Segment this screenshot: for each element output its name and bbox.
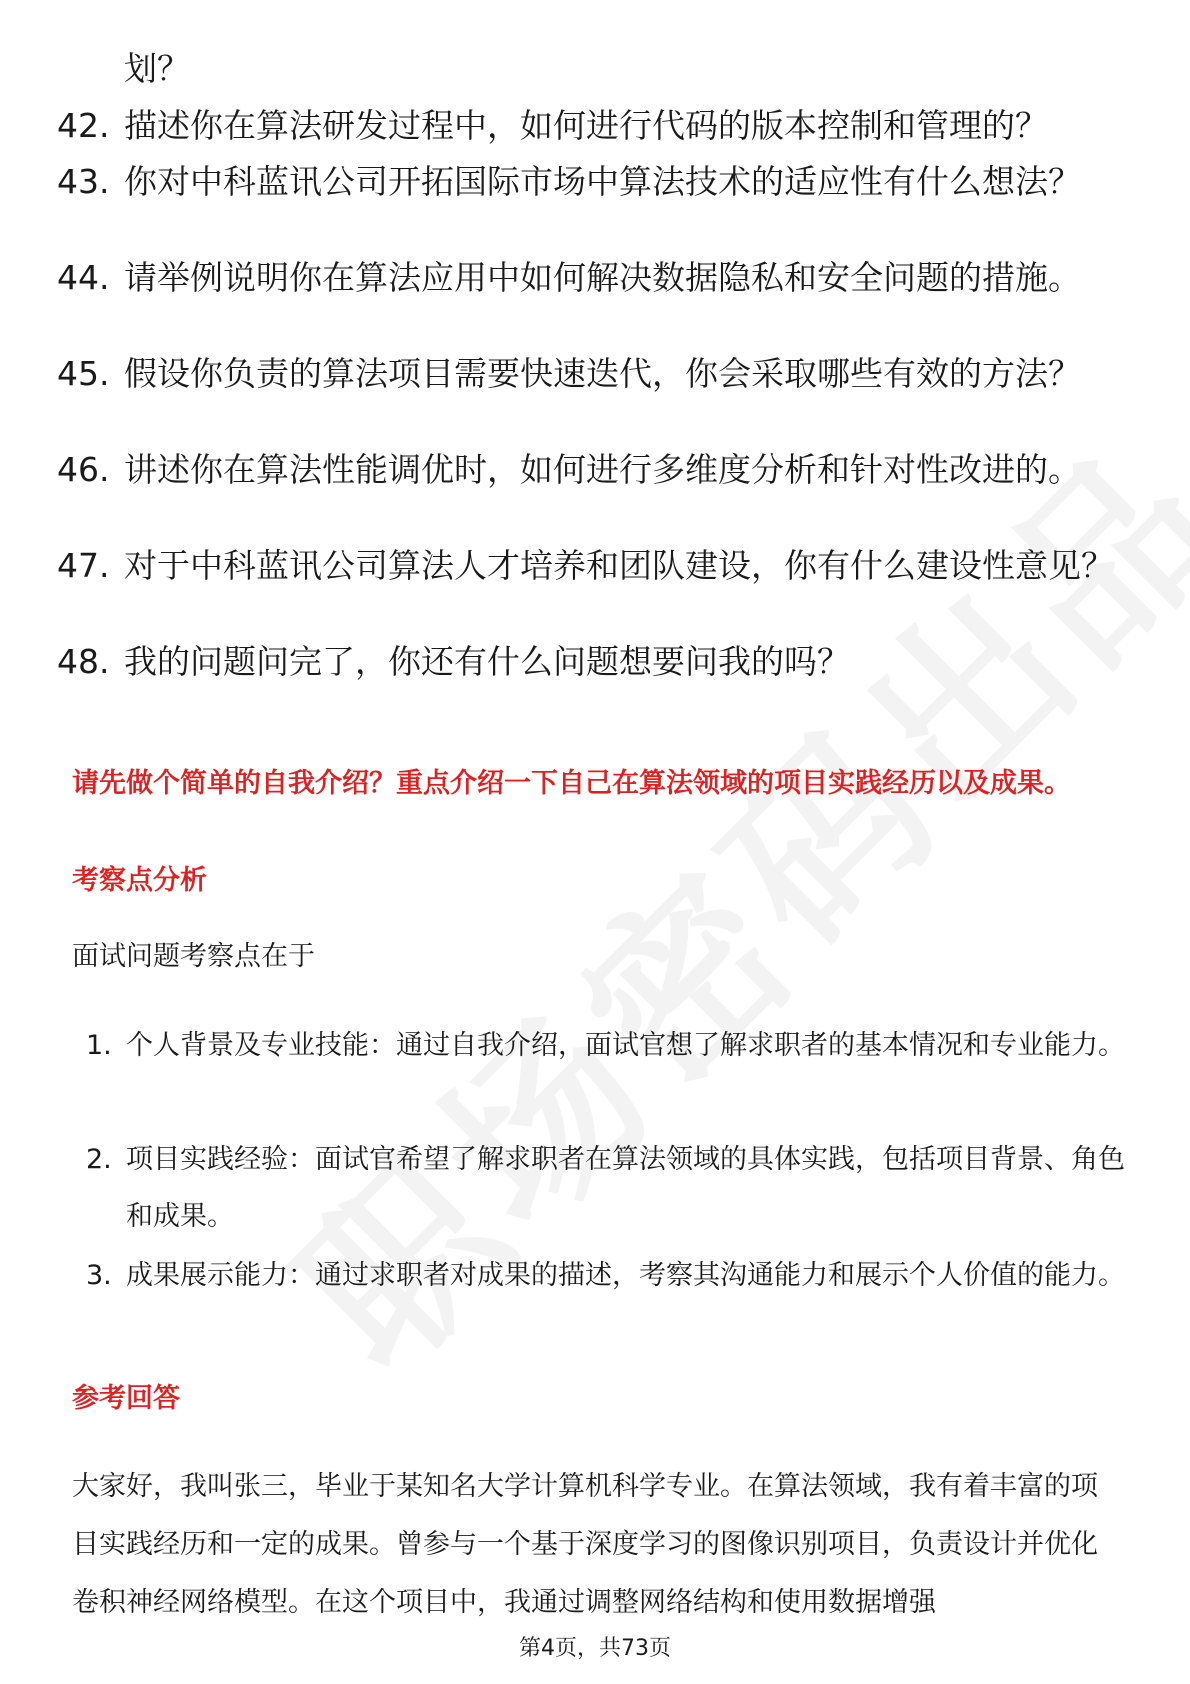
reference-heading: 参考回答 [72, 1383, 180, 1414]
question-text: 假设你负责的算法项目需要快速迭代，你会采取哪些有效的方法？ [124, 354, 1081, 393]
question-text: 对于中科蓝讯公司算法人才培养和团队建设，你有什么建设性意见？ [124, 546, 1114, 585]
page-footer: 第4页，共73页 [519, 1636, 671, 1661]
analysis-intro: 面试问题考察点在于 [72, 941, 315, 972]
question-number: 43. [57, 162, 110, 201]
question-number: 47. [57, 546, 110, 585]
question-text: 讲述你在算法性能调优时，如何进行多维度分析和针对性改进的。 [124, 450, 1081, 489]
question-text: 你对中科蓝讯公司开拓国际市场中算法技术的适应性有什么想法？ [124, 162, 1081, 201]
question-number: 45. [57, 354, 110, 393]
list-text: 个人背景及专业技能：通过自我介绍，面试官想了解求职者的基本情况和专业能力。 [126, 1030, 1125, 1061]
list-number: 1. [86, 1030, 112, 1061]
question-text: 请举例说明你在算法应用中如何解决数据隐私和安全问题的措施。 [124, 258, 1081, 297]
list-number: 2. [86, 1144, 112, 1175]
highlight-question: 请先做个简单的自我介绍？重点介绍一下自己在算法领域的项目实践经历以及成果。 [72, 768, 1071, 799]
question-number: 42. [57, 106, 110, 145]
question-number: 44. [57, 258, 110, 297]
list-text: 项目实践经验：面试官希望了解求职者在算法领域的具体实践，包括项目背景、角色和成果。 [126, 1144, 1125, 1232]
list-text: 成果展示能力：通过求职者对成果的描述，考察其沟通能力和展示个人价值的能力。 [126, 1260, 1125, 1291]
question-number: 46. [57, 450, 110, 489]
analysis-heading: 考察点分析 [72, 865, 207, 896]
question-text: 划？ [124, 49, 190, 88]
question-number: 48. [57, 642, 110, 681]
list-number: 3. [86, 1260, 112, 1291]
question-text: 描述你在算法研发过程中，如何进行代码的版本控制和管理的？ [124, 106, 1048, 145]
question-text: 我的问题问完了，你还有什么问题想要问我的吗？ [124, 642, 850, 681]
reference-answer: 大家好，我叫张三，毕业于某知名大学计算机科学专业。在算法领域，我有着丰富的项目实践经历和一定的成果。曾参与一个基于深度学习的图像识别项目，负责设计并优化卷积神经网络模型。在这个项目中，我通过调整网络结构和使用数据增强 [72, 1471, 1098, 1618]
